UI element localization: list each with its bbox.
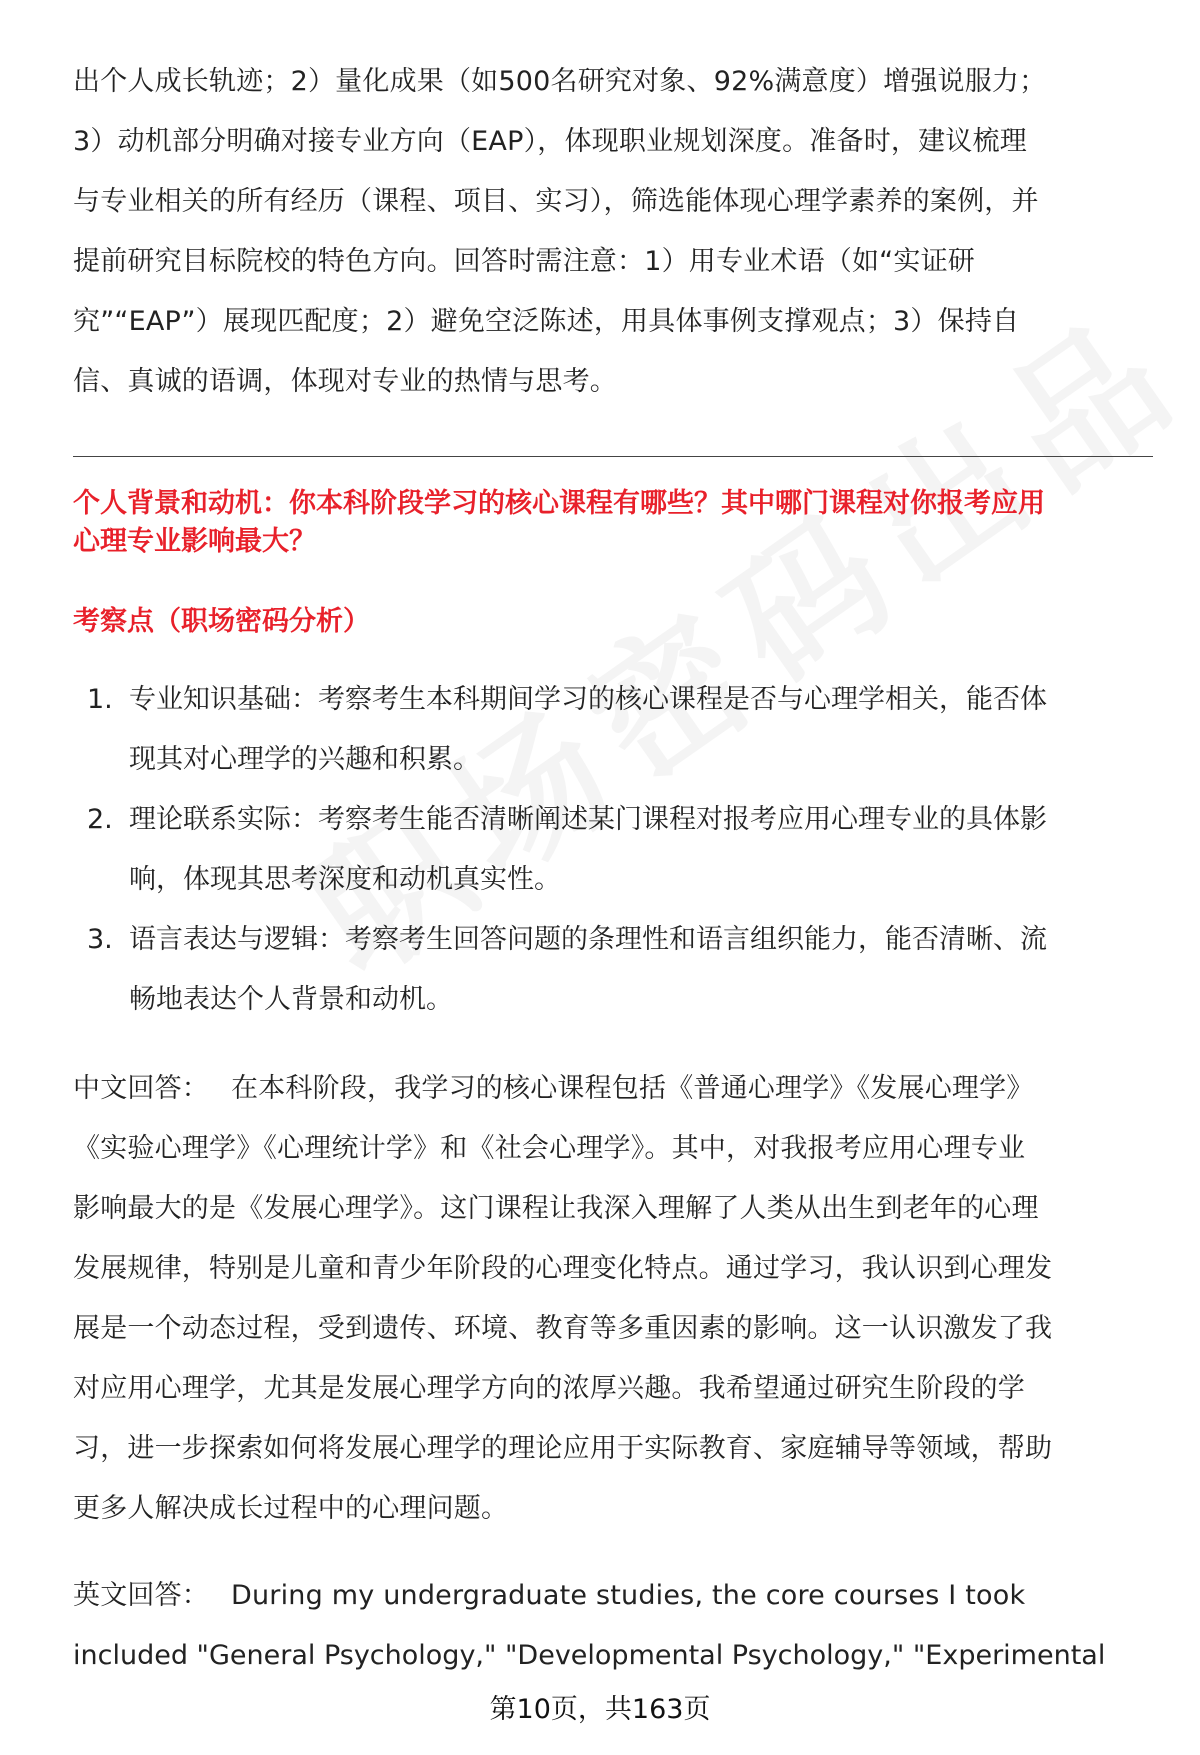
- english-answer-line: included "General Psychology," "Developmental Psychology," "Experimental: [73, 1640, 1106, 1671]
- question-title-line: 个人背景和动机：你本科阶段学习的核心课程有哪些？其中哪门课程对你报考应用: [73, 488, 1045, 519]
- assessment-title: 考察点（职场密码分析）: [73, 606, 370, 637]
- chinese-answer: [73, 1059, 1153, 1539]
- intro-paragraph: [73, 52, 1153, 412]
- chinese-answer-line: 发展规律，特别是儿童和青少年阶段的心理变化特点。通过学习，我认识到心理发: [73, 1253, 1053, 1284]
- point-number: 3.: [87, 924, 113, 955]
- english-answer: [73, 1566, 1153, 1686]
- english-answer-line: [73, 1566, 1153, 1626]
- point-line: 现其对心理学的兴趣和积累。: [129, 744, 480, 775]
- intro-line: 提前研究目标院校的特色方向。回答时需注意：1）用专业术语（如“实证研: [73, 246, 975, 277]
- question-title: [73, 485, 1153, 561]
- point-number: 2.: [87, 804, 113, 835]
- english-answer-text: During my undergraduate studies, the core courses I took: [231, 1580, 1026, 1611]
- chinese-answer-line: 更多人解决成长过程中的心理问题。: [73, 1493, 509, 1524]
- intro-line: 信、真诚的语调，体现对专业的热情与思考。: [73, 366, 617, 397]
- chinese-answer-line: 《实验心理学》《心理统计学》和《社会心理学》。其中，对我报考应用心理专业: [73, 1133, 1026, 1164]
- chinese-answer-line: 展是一个动态过程，受到遗传、环境、教育等多重因素的影响。这一认识激发了我: [73, 1313, 1053, 1344]
- assessment-point: [73, 790, 1153, 910]
- intro-line: 3）动机部分明确对接专业方向（EAP），体现职业规划深度。准备时，建议梳理: [73, 126, 1027, 157]
- point-text: [129, 790, 1153, 910]
- point-number: 1.: [87, 684, 113, 715]
- intro-line: 究”“EAP”）展现匹配度；2）避免空泛陈述，用具体事例支撑观点；3）保持自: [73, 306, 1020, 337]
- point-line: 专业知识基础：考察考生本科期间学习的核心课程是否与心理学相关，能否体: [129, 684, 1047, 715]
- chinese-answer-line: 习，进一步探索如何将发展心理学的理论应用于实际教育、家庭辅导等领域，帮助: [73, 1433, 1053, 1464]
- chinese-answer-line: [73, 1059, 1153, 1119]
- question-title-line: 心理专业影响最大？: [73, 526, 316, 557]
- chinese-answer-line: 对应用心理学，尤其是发展心理学方向的浓厚兴趣。我希望通过研究生阶段的学: [73, 1373, 1025, 1404]
- assessment-point: [73, 670, 1153, 790]
- chinese-answer-label: 中文回答：: [73, 1073, 209, 1104]
- section-divider: [73, 456, 1153, 457]
- intro-line: 出个人成长轨迹；2）量化成果（如500名研究对象、92%满意度）增强说服力；: [73, 66, 1047, 97]
- point-line: 理论联系实际：考察考生能否清晰阐述某门课程对报考应用心理专业的具体影: [129, 804, 1047, 835]
- point-line: 畅地表达个人背景和动机。: [129, 984, 453, 1015]
- english-answer-label: 英文回答：: [73, 1580, 209, 1611]
- point-line: 响，体现其思考深度和动机真实性。: [129, 864, 561, 895]
- chinese-answer-line: 影响最大的是《发展心理学》。这门课程让我深入理解了人类从出生到老年的心理: [73, 1193, 1039, 1224]
- point-text: [129, 910, 1153, 1030]
- point-line: 语言表达与逻辑：考察考生回答问题的条理性和语言组织能力，能否清晰、流: [129, 924, 1047, 955]
- page-number-footer: 第10页，共163页: [489, 1694, 711, 1725]
- assessment-point: [73, 910, 1153, 1030]
- assessment-points-list: [73, 670, 1153, 1030]
- point-text: [129, 670, 1153, 790]
- intro-line: 与专业相关的所有经历（课程、项目、实习），筛选能体现心理学素养的案例，并: [73, 186, 1039, 217]
- chinese-answer-text: 在本科阶段，我学习的核心课程包括《普通心理学》《发展心理学》: [231, 1073, 1034, 1104]
